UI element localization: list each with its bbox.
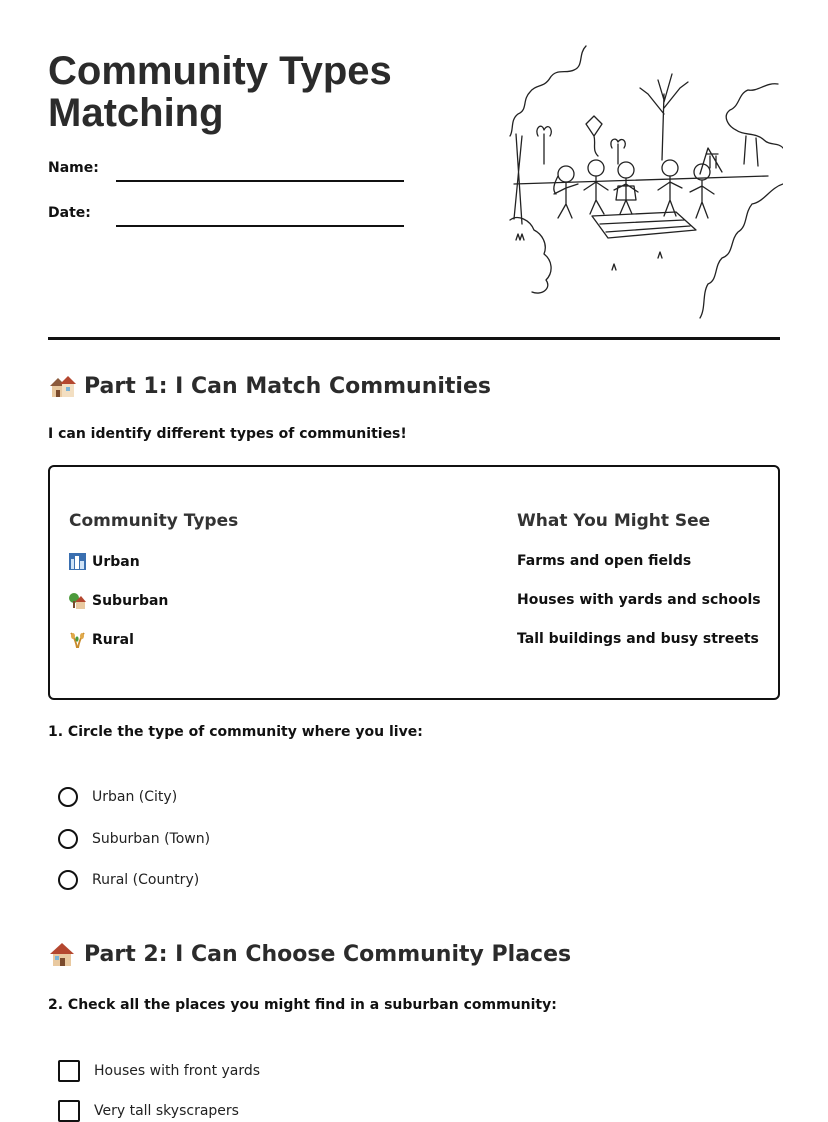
option-label: Urban (City): [92, 789, 178, 805]
community-type-label: Urban: [92, 553, 140, 570]
description-item[interactable]: Houses with yards and schools: [517, 592, 761, 608]
community-type-suburban[interactable]: [69, 592, 168, 609]
question1-prompt: 1. Circle the type of community where you live:: [48, 724, 423, 740]
what-you-might-see-header: What You Might See: [517, 511, 711, 531]
children-playing-in-park-illustration: [508, 44, 783, 322]
cityscape-icon: [69, 553, 86, 570]
checkbox[interactable]: [58, 1060, 80, 1082]
house-icon: [48, 940, 76, 968]
question2-option-skyscrapers[interactable]: [58, 1100, 239, 1122]
date-label: Date:: [48, 205, 91, 221]
worksheet-title: Community Types Matching: [48, 49, 392, 135]
house-with-tree-icon: [69, 592, 86, 609]
date-field[interactable]: [116, 225, 404, 227]
question2-option-houses[interactable]: [58, 1060, 260, 1082]
question1-option-urban[interactable]: [58, 787, 177, 807]
description-item[interactable]: Tall buildings and busy streets: [517, 631, 759, 647]
community-type-label: Suburban: [92, 592, 169, 609]
community-type-rural[interactable]: [69, 631, 134, 648]
radio-circle[interactable]: [58, 787, 78, 807]
name-field[interactable]: [116, 180, 404, 182]
name-label: Name:: [48, 160, 99, 176]
community-type-label: Rural: [92, 631, 134, 648]
part1-heading: [48, 372, 491, 400]
matching-box: [48, 465, 780, 700]
part2-heading-text: Part 2: I Can Choose Community Places: [84, 941, 572, 967]
description-item[interactable]: Farms and open fields: [517, 553, 692, 569]
option-label: Suburban (Town): [92, 831, 211, 847]
question2-prompt: 2. Check all the places you might find in a suburban community:: [48, 997, 557, 1013]
option-label: Rural (Country): [92, 872, 200, 888]
radio-circle[interactable]: [58, 870, 78, 890]
part1-subtitle: I can identify different types of communities!: [48, 426, 407, 442]
community-type-urban[interactable]: [69, 553, 140, 570]
option-label: Very tall skyscrapers: [94, 1103, 239, 1119]
option-label: Houses with front yards: [94, 1063, 261, 1079]
houses-icon: [48, 372, 76, 400]
wheat-icon: [69, 631, 86, 648]
question1-option-suburban[interactable]: [58, 829, 210, 849]
radio-circle[interactable]: [58, 829, 78, 849]
worksheet-page: [48, 0, 780, 1118]
community-types-header: Community Types: [69, 511, 239, 531]
part2-heading: [48, 940, 571, 968]
header-divider: [48, 337, 780, 340]
part1-heading-text: Part 1: I Can Match Communities: [84, 373, 491, 399]
question1-option-rural[interactable]: [58, 870, 199, 890]
checkbox[interactable]: [58, 1100, 80, 1122]
